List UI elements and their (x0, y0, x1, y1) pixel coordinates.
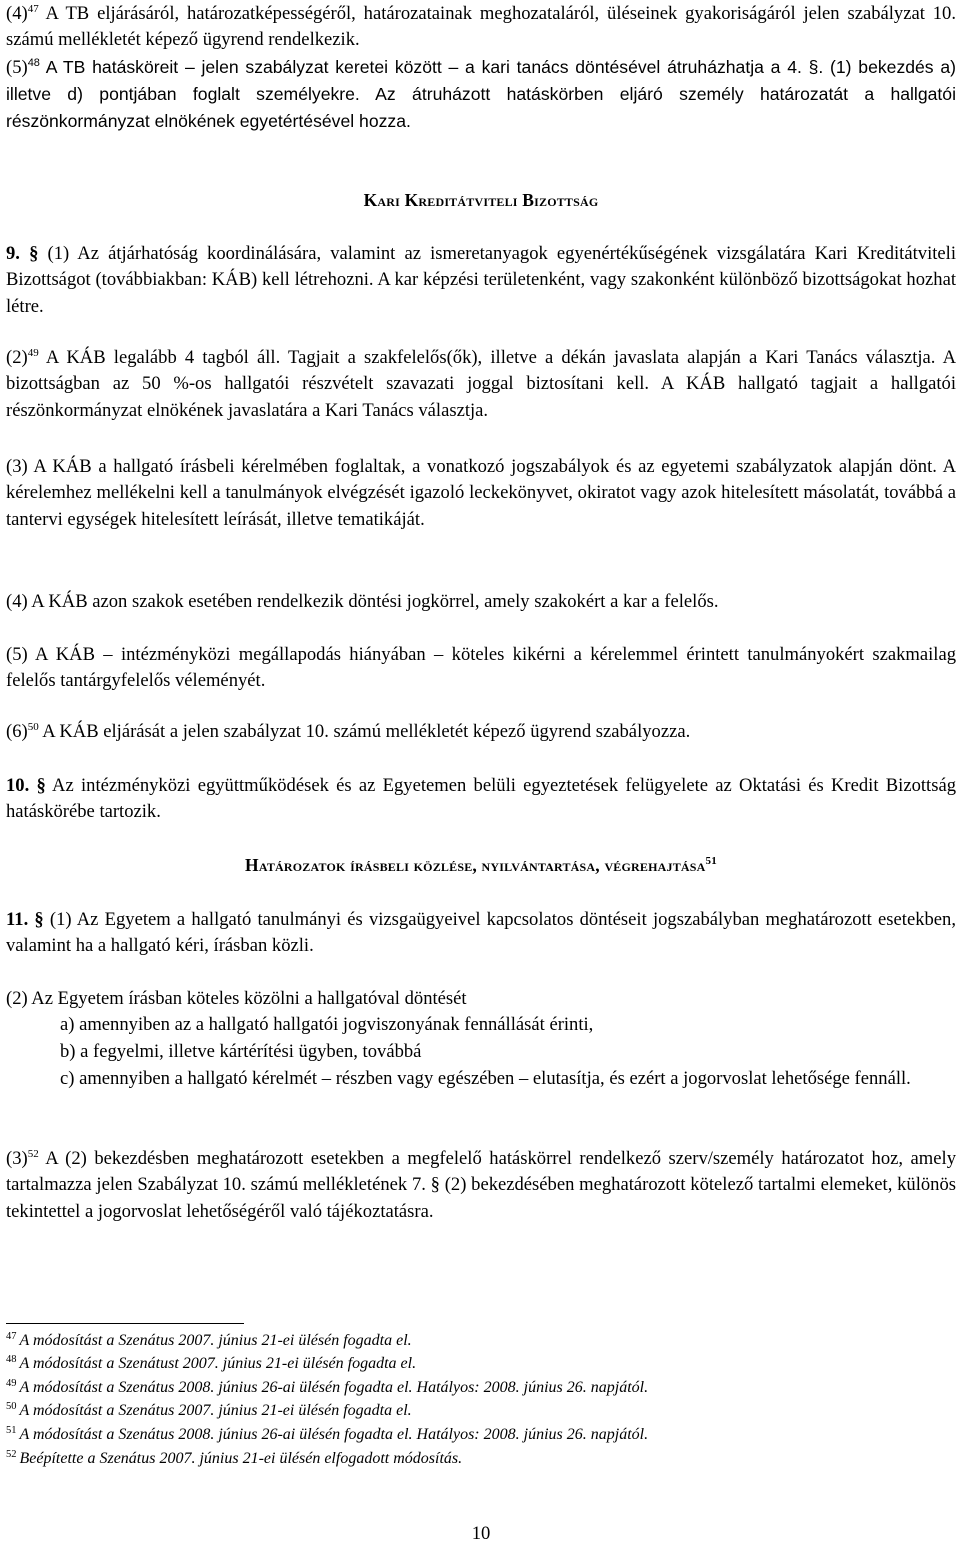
footnote: $^{50}$ A módosítást a Szenátus 2007. június 21-ei ülésén fogadta el. (6, 1400, 412, 1419)
footnote-ref-52[interactable]: 52 (27, 1147, 39, 1160)
footnote: $^{47}$ A módosítást a Szenátus 2007. június 21-ei ülésén fogadta el. (6, 1330, 412, 1349)
footnote-ref-49[interactable]: 49 (27, 346, 39, 359)
section-11-paragraph-1: 11. § (1) Az Egyetem a hallgató tanulmányi és vizsgaügyeivel kapcsolatos döntéseit jogszabályban meghatározott esetekben, valamint ha a hallgató kéri, írásban közli. (6, 909, 956, 957)
footnote: $^{48}$ A módosítást a Szenátust 2007. június 21-ei ülésén fogadta el. (6, 1353, 417, 1372)
paragraph-tb-4: $(4)^{47}$ A TB eljárásáról, határozatképességéről, határozatainak meghozataláról, üléseinek gyakoriságáról jelen szabályzat 10. számú mellékletét képező ügyrend rendelkezik. (6, 2, 956, 51)
section-9-paragraph-6: $(6)^{50}$ A KÁB eljárását a jelen szabályzat 10. számú mellékletét képező ügyrend szabályozza. (6, 720, 691, 742)
footnote: $^{49}$ A módosítást a Szenátus 2008. június 26-ai ülésén fogadta el. Hatályos: 2008. június 26. napjától. (6, 1377, 649, 1396)
footnote-separator (6, 1323, 244, 1324)
list-item: b) a fegyelmi, illetve kártérítési ügyben, továbbá (60, 1041, 422, 1062)
section-heading-hatarozatok: Határozatok írásbeli közlése, nyilvántartása, végrehajtása$^{51}$ (245, 855, 717, 875)
footnote-ref-50[interactable]: 50 (27, 720, 39, 733)
section-9-paragraph-5: (5) A KÁB – intézményközi megállapodás hiányában – köteles kikérni a kérelemmel érintett tanulmányokért szakmailag felelős tantárgyfelelős véleményét. (6, 644, 956, 692)
section-heading-kab: Kari Kreditátviteli Bizottság (363, 190, 599, 210)
footnote: $^{52}$ Beépítette a Szenátus 2007. június 21-ei ülésén elfogadott módosítás. (6, 1448, 463, 1467)
footnote-ref-47[interactable]: 47 (27, 2, 39, 15)
section-11-paragraph-2-intro: (2) Az Egyetem írásban köteles közölni a hallgatóval döntését (6, 988, 467, 1009)
list-item: c) amennyiben a hallgató kérelmét – részben vagy egészében – elutasítja, és ezért a jogorvoslat lehetősége fennáll. (60, 1068, 911, 1089)
section-9-paragraph-4: (4) A KÁB azon szakok esetében rendelkezik döntési jogkörrel, amely szakokért a kar a felelős. (6, 591, 719, 612)
section-11-paragraph-3: $(3)^{52}$ A (2) bekezdésben meghatározott esetekben a megfelelő hatáskörrel rendelkező szerv/személy határozatot hoz, amely tartalmazza jelen Szabályzat 10. számú mellékletének 7. § (2) bekezdésében meghatározott kötelező tartalmi elemeket, különös tekintettel a jogorvoslat lehetőségéről való tájékoztatásra. (6, 1147, 956, 1222)
section-9-paragraph-3: (3) A KÁB a hallgató írásbeli kérelmében foglaltak, a vonatkozó jogszabályok és az egyetemi szabályzatok alapján dönt. A kérelemhez mellékelni kell a tanulmányok elvégzését igazoló leckekönyvet, okiratot vagy azok hitelesített másolatát, továbbá a tantervi egységek hitelesített leírását, illetve tematikáját. (6, 456, 956, 530)
section-9-paragraph-2: $(2)^{49}$ A KÁB legalább 4 tagból áll. Tagjait a szakfelelős(ők), illetve a dékán javaslata alapján a Kari Tanács választja. A bizottságban az 50 %-os hallgatói részvételt szavazati joggal biztosítani kell. A KÁB hallgató tagjait a hallgatói részönkormányzat elnökének javaslatára a Kari Tanács választja. (6, 346, 956, 421)
section-9-paragraph-1: 9. § (1) Az átjárhatóság koordinálására, valamint az ismeretanyagok egyenértékűségének vizsgálatára Kari Kreditátviteli Bizottságot (továbbiakban: KÁB) kell létrehozni. A kar képzési területenként, vagy szakonként különböző bizottságokat hozhat létre. (6, 243, 956, 317)
section-10-paragraph: 10. § Az intézményközi együttműködések és az Egyetemen belüli egyeztetések felügyelete az Oktatási és Kredit Bizottság hatáskörébe tartozik. (6, 775, 956, 823)
list-item: a) amennyiben az a hallgató hallgatói jogviszonyának fennállását érinti, (60, 1014, 594, 1035)
page-number: 10 (471, 1523, 491, 1544)
paragraph-tb-5: $(5)^{48}$ A TB hatásköreit – jelen szabályzat keretei között – a kari tanács döntésével átruházhatja a 4. §. (1) bekezdés a) illetve d) pontjában foglalt személyekre. Az átruházott hatáskörben eljáró személy határozatát a hallgatói részönkormányzat elnökének egyetértésével hozza. (6, 57, 956, 131)
footnote-ref-51[interactable]: 51 (705, 855, 717, 868)
footnote: $^{51}$ A módosítást a Szenátus 2008. június 26-ai ülésén fogadta el. Hatályos: 2008. június 26. napjától. (6, 1424, 649, 1443)
footnote-ref-48[interactable]: 48 (27, 57, 40, 70)
